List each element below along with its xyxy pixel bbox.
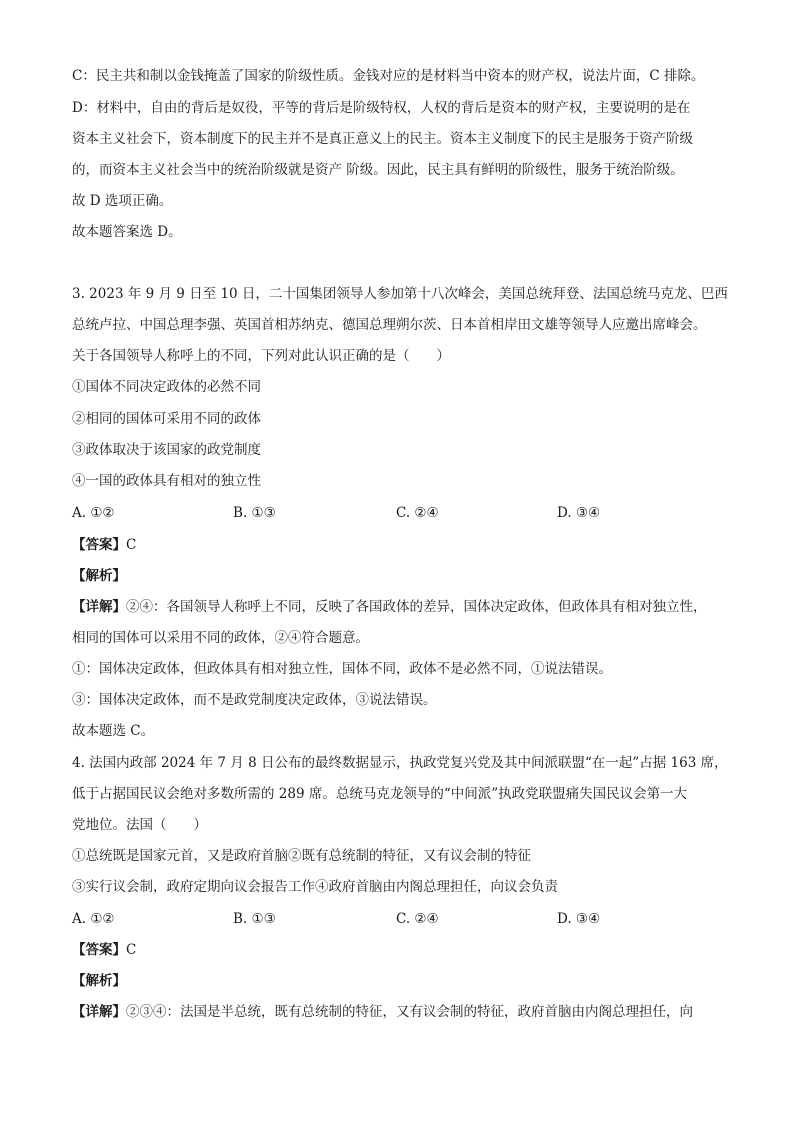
q4-option-c: C. ②④ (396, 911, 439, 927)
q3-option-a: A. ①② (72, 505, 115, 521)
q4-option-d: D. ③④ (557, 911, 601, 927)
q3-statement-3: ③政体取决于该国家的政党制度 (72, 442, 261, 458)
q4-statements-line-2: ③实行议会制，政府定期向议会报告工作④政府首脑由内阁总理担任，向议会负责 (72, 879, 558, 895)
q4-statements-line-1: ①总统既是国家元首，又是政府首脑②既有总统制的特征，又有议会制的特征 (72, 848, 531, 864)
q3-option-c: C. ②④ (396, 505, 439, 521)
q3-stem-line-3: 关于各国领导人称呼上的不同，下列对此认识正确的是（ ） (72, 348, 450, 364)
q3-statement-2: ②相同的国体可采用不同的政体 (72, 411, 261, 427)
q3-analysis-label: 【解析】 (72, 568, 126, 584)
prev-option-d-analysis-line-2: 资本主义社会下，资本制度下的民主并不是真正意义上的民主。资本主义制度下的民主是服务于资产阶级 (72, 131, 693, 147)
q4-answer-value: C (126, 942, 137, 958)
q3-answer-value: C (126, 537, 137, 553)
q3-stem-line-2: 总统卢拉、中国总理李强、英国首相苏纳克、德国总理朔尔茨、日本首相岸田文雄等领导人应邀出席峰会。 (72, 317, 707, 333)
q4-detail-text-1: ②③④：法国是半总统，既有总统制的特征，又有议会制的特征，政府首脑由内阁总理担任，向 (126, 1004, 693, 1020)
q3-statement-1: ①国体不同决定政体的必然不同 (72, 379, 261, 395)
prev-option-d-analysis-line-3: 的，而资本主义社会当中的统治阶级就是资产 阶级。因此，民主具有鲜明的阶级性，服务于统治阶级。 (72, 162, 684, 178)
q4-detail-line-1 (72, 1002, 732, 1022)
q4-option-b: B. ①③ (233, 911, 276, 927)
prev-final-answer: 故本题答案选 D。 (72, 224, 182, 240)
q4-stem-line-1: 4. 法国内政部 2024 年 7 月 8 日公布的最终数据显示，执政党复兴党及其中间派联盟“在一起”占据 163 席， (72, 755, 728, 771)
q3-detail-line-5: 故本题选 C。 (72, 723, 155, 739)
q3-option-b: B. ①③ (233, 505, 276, 521)
q4-analysis-label: 【解析】 (72, 973, 126, 989)
q3-detail-line-3: ①：国体决定政体，但政体具有相对独立性，国体不同，政体不是必然不同，①说法错误。 (72, 661, 612, 677)
prev-option-c-analysis: C：民主共和制以金钱掩盖了国家的阶级性质。金钱对应的是材料当中资本的财产权，说法片面，C 排除。 (72, 68, 705, 84)
q3-stem-line-1: 3. 2023 年 9 月 9 日至 10 日，二十国集团领导人参加第十八次峰会，美国总统拜登、法国总统马克龙、巴西 (72, 286, 728, 302)
q3-answer-row (72, 535, 732, 555)
q3-detail-text-1: ②④：各国领导人称呼上不同，反映了各国政体的差异，国体决定政体，但政体具有相对独立性， (126, 599, 707, 615)
prev-option-d-analysis-line-1: D：材料中，自由的背后是奴役，平等的背后是阶级特权，人权的背后是资本的财产权，主要说明的是在 (72, 100, 691, 116)
q3-detail-label: 【详解】 (72, 599, 126, 615)
q4-answer-label: 【答案】 (72, 942, 126, 958)
q4-stem-line-2: 低于占据国民议会绝对多数所需的 289 席。总统马克龙领导的“中间派”执政党联盟痛失国民议会第一大 (72, 786, 688, 802)
prev-conclusion: 故 D 选项正确。 (72, 193, 173, 209)
q3-detail-line-4: ③：国体决定政体，而不是政党制度决定政体，③说法错误。 (72, 692, 437, 708)
q4-stem-line-3: 党地位。法国（ ） (72, 817, 207, 833)
q3-detail-line-2: 相同的国体可以采用不同的政体，②④符合题意。 (72, 630, 369, 646)
q3-statement-4: ④一国的政体具有相对的独立性 (72, 473, 261, 489)
q3-detail-line-1 (72, 597, 732, 617)
q4-option-a: A. ①② (72, 911, 115, 927)
q3-option-d: D. ③④ (557, 505, 601, 521)
q4-detail-label: 【详解】 (72, 1004, 126, 1020)
q3-answer-label: 【答案】 (72, 537, 126, 553)
q4-answer-row (72, 940, 732, 960)
